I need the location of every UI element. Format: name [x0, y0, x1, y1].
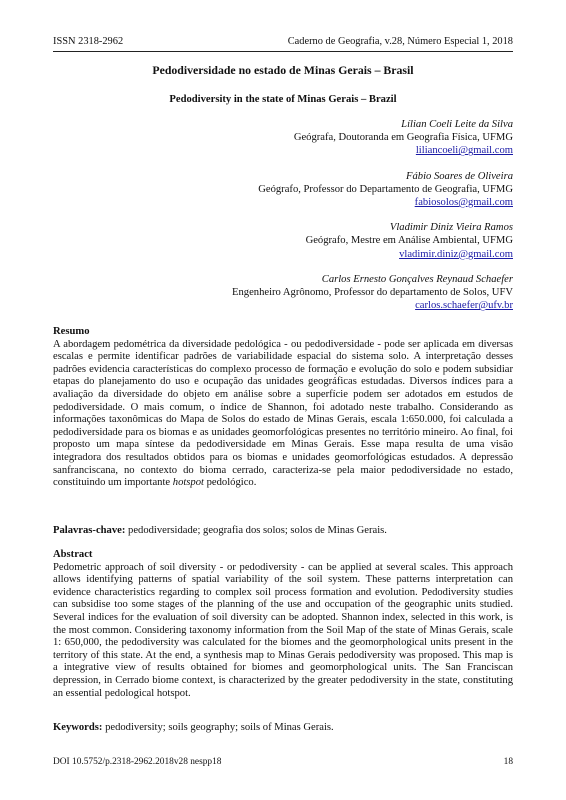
keywords-label: Keywords: — [53, 722, 103, 733]
author-email-link[interactable]: fabiosolos@gmail.com — [414, 197, 513, 209]
page-footer — [53, 757, 513, 767]
abstract-text: Pedometric approach of soil diversity - or pedodiversity - can be applied at several scales. This approach allows identifying patterns of spatial variability of the soil system. These patterns interpretation can evidence characteristics regarding to complex soil process formation and evolution. Pedodiversity studies can subsidise too some stages of the planning of the use and occupation of the geographic units studied. Several indices for the evaluation of soil diversity can be adopted. Shannon index, selected in this work, is the most common. Considering taxonomy information from the Soil Map of the state of Minas Gerais, scale 1: 650,000, the pedodiversity was calculated for the biomes and the geomorphological units present in the territory of this state. At the end, a synthesis map to Minas Gerais pedodiversity was proposed. This map is a integrative view of results obtained for biomes and geomorphological units. The San Franciscan depression, in Cerrado biome context, is characterized by the greater pedodiversity in the state, constituting an essential pedological hotspot. — [53, 561, 513, 699]
author-email-link[interactable]: vladimir.diniz@gmail.com — [399, 248, 513, 260]
author-affiliation: Engenheiro Agrônomo, Professor do departamento de Solos, UFV — [232, 287, 513, 299]
resumo-section — [53, 326, 513, 490]
issn-text: ISSN 2318-2962 — [53, 36, 124, 47]
running-header — [53, 36, 513, 47]
abstract-heading: Abstract — [53, 549, 93, 560]
page-number: 18 — [503, 757, 513, 767]
palavras-chave-text: pedodiversidade; geografia dos solos; solos de Minas Gerais. — [125, 525, 387, 536]
resumo-heading: Resumo — [53, 326, 90, 337]
author-name: Lílian Coeli Leite da Silva — [401, 119, 513, 130]
author-email-link[interactable]: liliancoeli@gmail.com — [415, 145, 513, 157]
author-name: Fábio Soares de Oliveira — [406, 170, 513, 182]
author-email-link[interactable]: carlos.schaefer@ufv.br — [415, 300, 513, 312]
title-portuguese: Pedodiversidade no estado de Minas Gerais – Brasil — [152, 63, 414, 77]
author-entry — [93, 221, 513, 261]
author-entry — [93, 118, 513, 158]
palavras-chave-line — [53, 525, 513, 538]
author-affiliation: Geógrafo, Professor do Departamento de Geografia, UFMG — [258, 183, 513, 195]
resumo-ending: pedológico. — [203, 477, 257, 489]
journal-citation: Caderno de Geografia, v.28, Número Especial 1, 2018 — [287, 36, 513, 47]
author-entry — [93, 273, 513, 313]
keywords-line — [53, 722, 513, 735]
author-affiliation: Geógrafo, Mestre em Análise Ambiental, UFMG — [305, 235, 513, 247]
author-name: Carlos Ernesto Gonçalves Reynaud Schaefer — [321, 273, 513, 285]
author-entry — [93, 170, 513, 210]
palavras-chave-label: Palavras-chave: — [53, 525, 126, 536]
doi-text: DOI 10.5752/p.2318-2962.2018v28 nespp18 — [53, 757, 222, 767]
author-name: Vladimir Diniz Vieira Ramos — [389, 222, 513, 234]
resumo-body: A abordagem pedométrica da diversidade pedológica - ou pedodiversidade - pode ser aplicada em diversas escalas e permite identificar padrões de variabilidade espacial do sistema solo. A interpretação desses padrões evidencia características do complexo processo de formação e evolução do solo e podem subsidiar etapas do planejamento do uso e ocupação das unidades geográficas estudadas. Diversos índices para a avaliação da diversidade do objeto em análise sobre a superfície podem ser adotados em estudos de pedodiversidade. O mais comum, o índice de Shannon, foi adotado neste trabalho. Considerando as informações taxonômicas do Mapa de Solos do estado de Minas Gerais, escala 1:650.000, foi calculada a pedodiversidade para os biomas e as unidades geomorfológicas presentes no território mineiro. Ao final, foi proposto um mapa síntese da pedodiversidade em Minas Gerais. Esse mapa resulta de uma visão integradora dos resultados obtidos para os biomas e unidades geomorfológicas estudados. A depressão sanfranciscana, no contexto do bioma cerrado, caracteriza-se pela maior pedodiversidade no estado, constituindo um importante — [53, 338, 513, 489]
header-rule — [53, 51, 513, 52]
author-block — [93, 118, 513, 324]
resumo-text — [53, 339, 513, 490]
abstract-section — [53, 549, 513, 700]
keywords-text: pedodiversity; soils geography; soils of Minas Gerais. — [102, 722, 334, 733]
title-english: Pedodiversity in the state of Minas Gerais – Brazil — [169, 94, 397, 105]
author-affiliation: Geógrafa, Doutoranda em Geografia Física, UFMG — [293, 132, 513, 144]
resumo-italic-term: hotspot — [172, 477, 204, 489]
